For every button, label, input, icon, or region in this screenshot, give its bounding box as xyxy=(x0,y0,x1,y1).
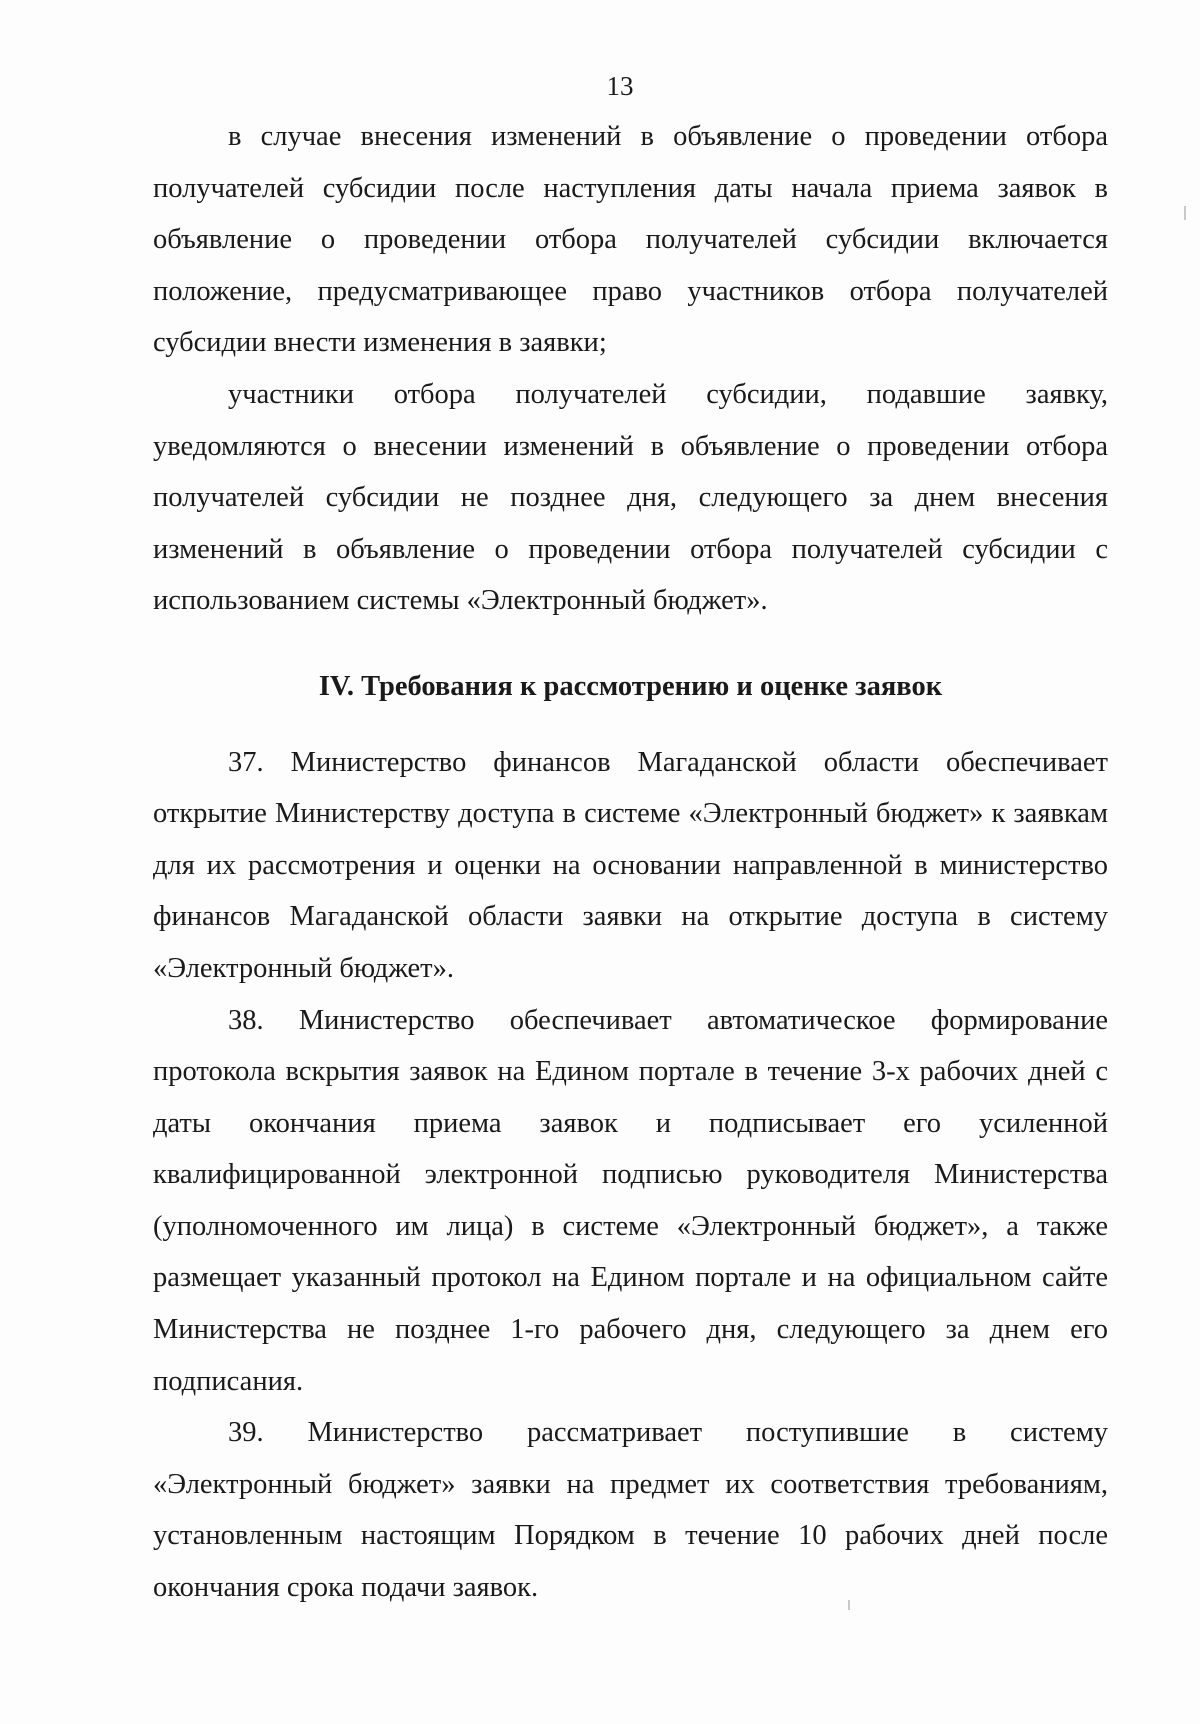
paragraph-participants-notification: участники отбора получателей субсидии, подавшие заявку, уведомляются о внесении изменений в объявление о проведении отбора получателей субсидии не позднее дня, следующего за днем внесения изменений в объявление о проведении отбора получателей субсидии с использованием системы «Электронный бюджет». xyxy=(153,378,1108,617)
scan-artifact-mark xyxy=(848,1600,850,1610)
scan-artifact-mark xyxy=(1184,206,1186,220)
document-body xyxy=(153,111,1108,1614)
page-number: 13 xyxy=(606,71,634,101)
paragraph-item-38: 38. Министерство обеспечивает автоматическое формирование протокола вскрытия заявок на Едином портале в течение 3-х рабочих дней с даты окончания приема заявок и подписывает его усиленной квалифицированной электронной подписью руководителя Министерства (уполномоченного им лица) в системе «Электронный бюджет», а также размещает указанный протокол на Едином портале и на официальном сайте Министерства не позднее 1-го рабочего дня, следующего за днем его подписания. xyxy=(153,1004,1108,1397)
section-heading: IV. Требования к рассмотрению и оценке заявок xyxy=(318,670,943,702)
paragraph-item-39: 39. Министерство рассматривает поступившие в систему «Электронный бюджет» заявки на предмет их соответствия требованиям, установленным настоящим Порядком в течение 10 рабочих дней после окончания срока подачи заявок. xyxy=(153,1417,1108,1604)
paragraph-amendments-right: в случае внесения изменений в объявление о проведении отбора получателей субсидии после наступления даты начала приема заявок в объявление о проведении отбора получателей субсидии включается положение, предусматривающее право участников отбора получателей субсидии внести изменения в заявки; xyxy=(153,121,1108,359)
paragraph-item-37: 37. Министерство финансов Магаданской области обеспечивает открытие Министерству доступа в системе «Электронный бюджет» к заявкам для их рассмотрения и оценки на основании направленной в министерство финансов Магаданской области заявки на открытие доступа в систему «Электронный бюджет». xyxy=(153,746,1108,984)
